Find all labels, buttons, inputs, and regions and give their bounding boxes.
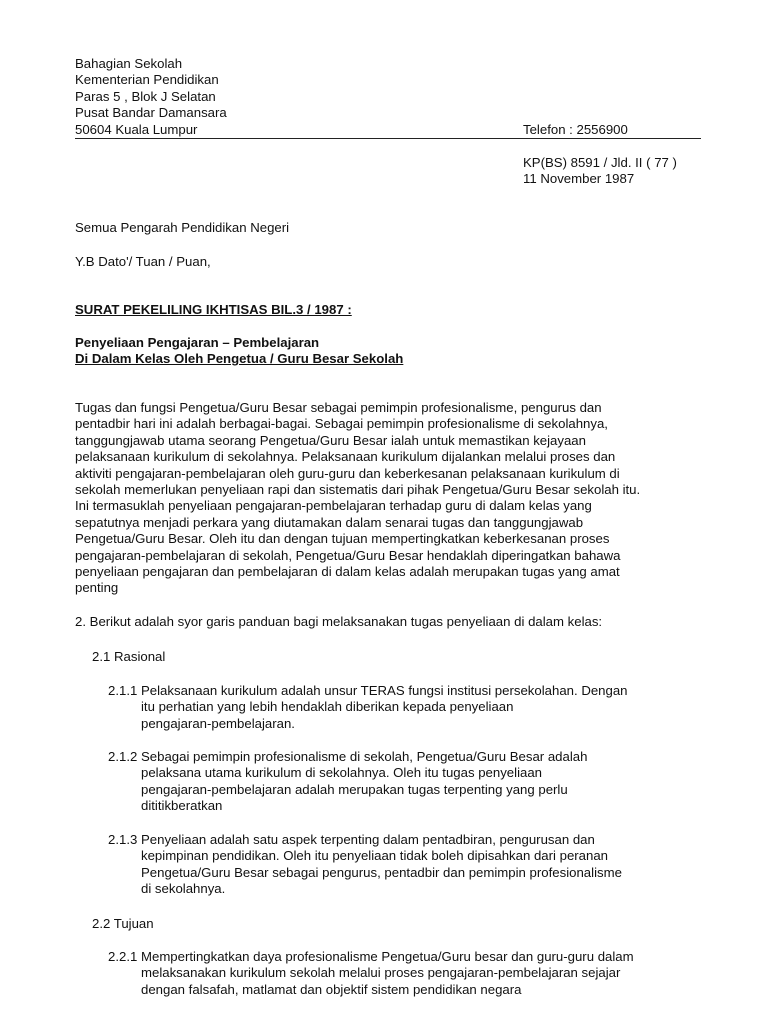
item-line: melaksanakan kurikulum sekolah melalui proses pengajaran-pembelajaran sejajar	[141, 965, 621, 981]
address-line: Paras 5 , Blok J Selatan	[75, 88, 216, 104]
item-text	[141, 832, 622, 898]
item-line: itu perhatian yang lebih hendaklah diberikan kepada penyeliaan	[141, 699, 514, 715]
item-line: Pengetua/Guru Besar sebagai pengurus, pentadbir dan pemimpin profesionalisme	[141, 864, 622, 880]
item-line: pengajaran-pembelajaran adalah merupakan tugas terpenting yang perlu	[141, 781, 568, 797]
letter-date: 11 November 1987	[523, 171, 635, 187]
item-line: pelaksana utama kurikulum di sekolahnya. Oleh itu tugas penyeliaan	[141, 765, 542, 781]
subject-line-2: Di Dalam Kelas Oleh Pengetua / Guru Besar Sekolah	[75, 351, 404, 367]
item-number: 2.2.1	[108, 949, 138, 964]
section-heading-rasional: 2.1 Rasional	[92, 649, 166, 664]
item-line: di sekolahnya.	[141, 881, 226, 897]
sender-address	[75, 56, 227, 138]
paragraph-line: sepatutnya menjadi perkara yang diutamakan dalam senarai tugas dan tanggungjawab	[75, 514, 584, 530]
paragraph-line: penting	[75, 580, 119, 596]
paragraph-line: penyeliaan pengajaran dan pembelajaran di dalam kelas adalah merupakan tugas yang amat	[75, 563, 620, 579]
subject-line-1: Penyeliaan Pengajaran – Pembelajaran	[75, 335, 320, 350]
phone-number: Telefon : 2556900	[523, 121, 628, 137]
circular-title: SURAT PEKELILING IKHTISAS BIL.3 / 1987 :	[75, 302, 352, 317]
recipient: Semua Pengarah Pendidikan Negeri	[75, 220, 290, 235]
header-divider	[75, 138, 701, 139]
item-line: Sebagai pemimpin profesionalisme di sekolah, Pengetua/Guru Besar adalah	[141, 749, 588, 764]
item-line: kepimpinan pendidikan. Oleh itu penyeliaan tidak boleh dipisahkan dari peranan	[141, 848, 609, 864]
paragraph-line: pengajaran-pembelajaran di sekolah, Pengetua/Guru Besar hendaklah diperingatkan bahawa	[75, 547, 621, 563]
paragraph-line: Ini termasuklah penyeliaan pengajaran-pembelajaran terhadap guru di dalam kelas yang	[75, 498, 592, 514]
item-line: pengajaran-pembelajaran.	[141, 715, 295, 731]
reference-block	[523, 155, 677, 188]
item-text	[141, 683, 628, 732]
intro-paragraph	[75, 400, 640, 597]
paragraph-line: pentadbir hari ini adalah berbagai-bagai. Sebagai pemimpin profesionalisme di sekolahnya,	[75, 416, 608, 432]
address-line: Kementerian Pendidikan	[75, 72, 219, 88]
item-text	[141, 949, 634, 998]
item-line: Penyeliaan adalah satu aspek terpenting dalam pentadbiran, pengurusan dan	[141, 832, 595, 847]
paragraph-line: aktiviti pengajaran-pembelajaran oleh guru-guru dan keberkesanan pelaksanaan kurikulum di	[75, 465, 620, 481]
item-number: 2.1.2	[108, 749, 138, 764]
reference-number: KP(BS) 8591 / Jld. II ( 77 )	[523, 155, 677, 170]
item-line: Pelaksanaan kurikulum adalah unsur TERAS fungsi institusi persekolahan. Dengan	[141, 683, 628, 698]
item-text	[141, 749, 587, 815]
item-2: 2. Berikut adalah syor garis panduan bagi melaksanakan tugas penyeliaan di dalam kelas:	[75, 614, 603, 629]
item-line: dengan falsafah, matlamat dan objektif sistem pendidikan negara	[141, 981, 522, 997]
item-number: 2.1.1	[108, 683, 138, 698]
section-heading-tujuan: 2.2 Tujuan	[92, 916, 154, 931]
address-line: 50604 Kuala Lumpur	[75, 121, 198, 137]
address-line: Bahagian Sekolah	[75, 56, 183, 71]
paragraph-line: pelaksanaan kurikulum di sekolahnya. Pelaksanaan kurikulum dijalankan melalui proses dan	[75, 449, 616, 465]
item-number: 2.1.3	[108, 832, 138, 847]
address-line: Pusat Bandar Damansara	[75, 105, 227, 121]
item-line: dititikberatkan	[141, 798, 223, 814]
item-line: Mempertingkatkan daya profesionalisme Pengetua/Guru besar dan guru-guru dalam	[141, 949, 634, 964]
paragraph-line: Tugas dan fungsi Pengetua/Guru Besar sebagai pemimpin profesionalisme, pengurus dan	[75, 400, 602, 415]
paragraph-line: tanggungjawab utama seorang Pengetua/Guru Besar ialah untuk memastikan kejayaan	[75, 432, 586, 448]
paragraph-line: Pengetua/Guru Besar. Oleh itu dan dengan tujuan mempertingkatkan keberkesanan proses	[75, 531, 610, 547]
paragraph-line: sekolah memerlukan penyeliaan rapi dan sistematis dari pihak Pengetua/Guru Besar sekolah itu.	[75, 481, 641, 497]
salutation: Y.B Dato'/ Tuan / Puan,	[75, 254, 211, 269]
